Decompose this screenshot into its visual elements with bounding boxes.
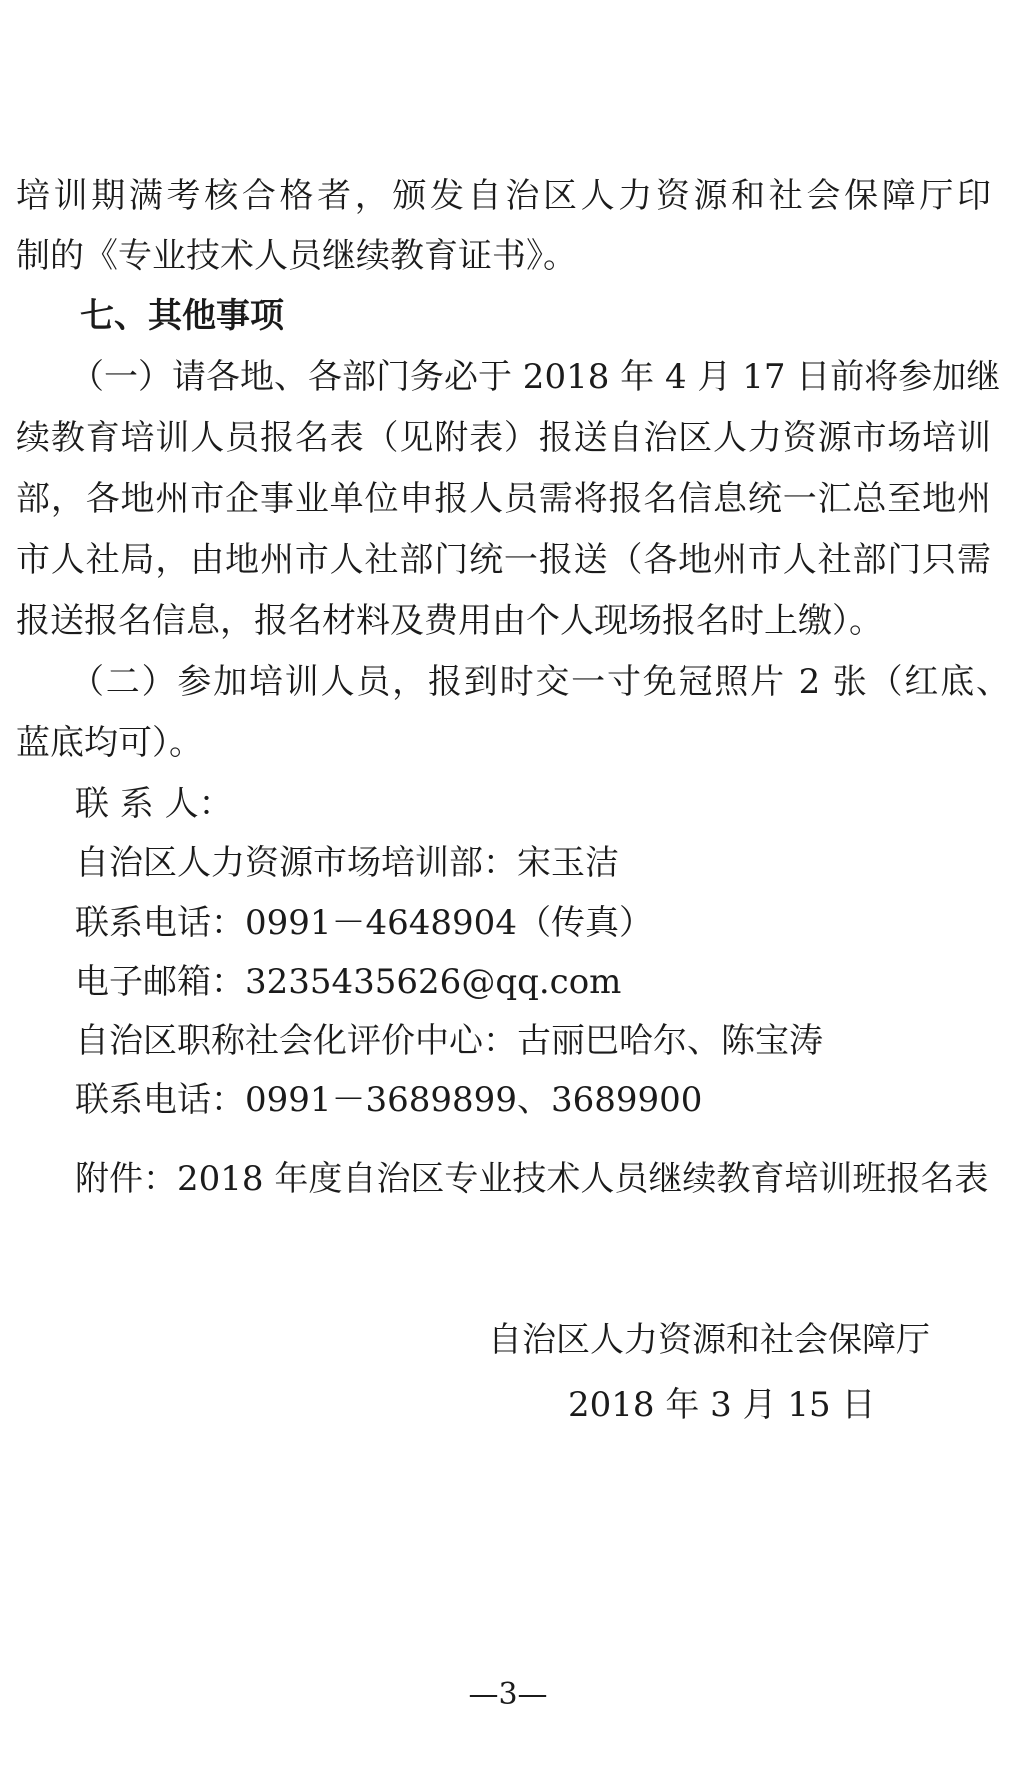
paragraph-line: 培训期满考核合格者，颁发自治区人力资源和社会保障厅印 bbox=[16, 176, 991, 216]
item-line: （一）请各地、各部门务必于 2018 年 4 月 17 日前将参加继 bbox=[70, 357, 1001, 397]
item-line: 报送报名信息，报名材料及费用由个人现场报名时上缴）。 bbox=[16, 601, 883, 641]
item-line: （二）参加培训人员，报到时交一寸免冠照片 2 张（红底、 bbox=[70, 662, 1010, 702]
item-line: 部，各地州市企事业单位申报人员需将报名信息统一汇总至地州 bbox=[16, 479, 991, 519]
page-number: —3— bbox=[468, 1677, 548, 1712]
section-heading: 七、其他事项 bbox=[80, 296, 284, 336]
attachment-line: 附件：2018 年度自治区专业技术人员继续教育培训班报名表 bbox=[75, 1159, 989, 1199]
paragraph-line: 制的《专业技术人员继续教育证书》。 bbox=[16, 236, 577, 276]
item-line: 市人社局，由地州市人社部门统一报送（各地州市人社部门只需 bbox=[16, 540, 991, 580]
item-line: 续教育培训人员报名表（见附表）报送自治区人力资源市场培训 bbox=[16, 418, 991, 458]
contact-line: 自治区职称社会化评价中心：古丽巴哈尔、陈宝涛 bbox=[75, 1021, 823, 1061]
contact-line: 电子邮箱：3235435626@qq.com bbox=[75, 962, 622, 1002]
contact-line: 联系电话：0991－3689899、3689900 bbox=[75, 1080, 703, 1120]
item-line: 蓝底均可）。 bbox=[16, 723, 203, 763]
contact-line: 自治区人力资源市场培训部：宋玉洁 bbox=[75, 843, 619, 883]
signature-date: 2018 年 3 月 15 日 bbox=[568, 1385, 876, 1425]
contact-line: 联系电话：0991－4648904（传真） bbox=[75, 903, 653, 943]
contact-label: 联 系 人： bbox=[75, 784, 233, 824]
signature-issuer: 自治区人力资源和社会保障厅 bbox=[488, 1320, 930, 1360]
